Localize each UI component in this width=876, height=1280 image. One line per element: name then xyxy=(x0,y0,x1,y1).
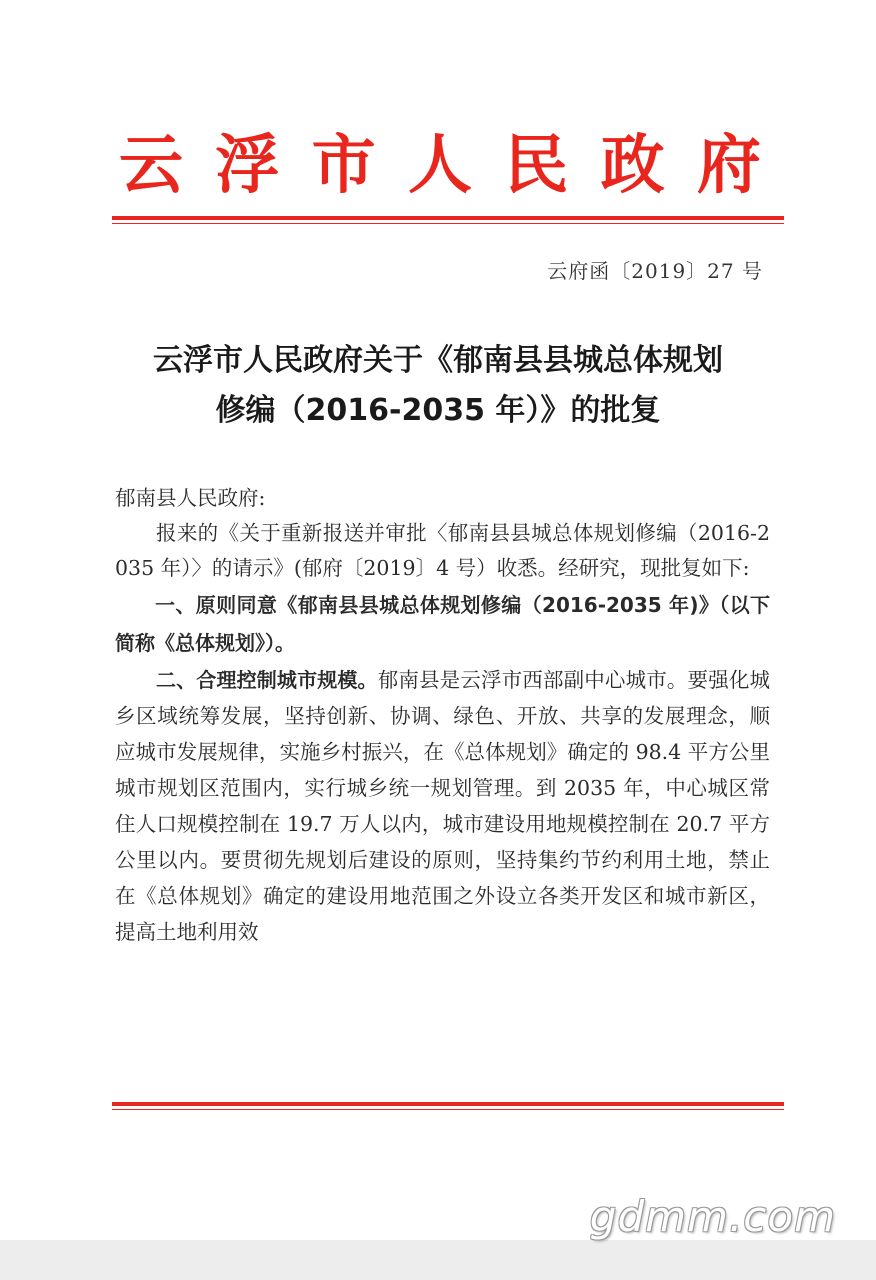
paragraph-3-heading: 二、合理控制城市规模。 xyxy=(156,668,378,692)
bottom-strip xyxy=(0,1240,876,1280)
site-watermark: gdmm.com xyxy=(589,1192,836,1241)
red-footer-rule xyxy=(112,1102,784,1110)
masthead-char: 政 xyxy=(600,128,665,203)
paragraph-3 xyxy=(115,662,770,950)
document-body xyxy=(115,480,770,950)
masthead-char: 市 xyxy=(311,128,376,203)
masthead-char: 人 xyxy=(407,128,472,203)
masthead-char: 民 xyxy=(504,128,569,203)
masthead-char: 云 xyxy=(119,128,183,203)
paragraph-1: 报来的《关于重新报送并审批〈郁南县县城总体规划修编（2016-2035 年）〉的请示》(郁府〔2019〕4 号）收悉。经研究，现批复如下: xyxy=(115,521,770,580)
title-line-2: 修编（2016-2035 年）》的批复 xyxy=(215,393,661,428)
issuer-masthead xyxy=(110,118,770,213)
salutation: 郁南县人民政府: xyxy=(115,486,266,510)
masthead-char: 府 xyxy=(696,128,761,203)
title-line-1: 云浮市人民政府关于《郁南县县城总体规划 xyxy=(153,343,723,378)
document-title xyxy=(100,336,776,436)
red-header-rule xyxy=(112,216,784,224)
document-number: 云府函〔2019〕27 号 xyxy=(547,259,763,283)
paragraph-3-text: 郁南县是云浮市西部副中心城市。要强化城乡区域统筹发展，坚持创新、协调、绿色、开放、共享的发展理念，顺应城市发展规律，实施乡村振兴，在《总体规划》确定的 98.4 平方公里城市规划区范围内，实行城乡统一规划管理。到 2035 年，中心城区常住人口规模控制在 19.7 万人以内，城市建设用地规模控制在 20.7 平方公里以内。要贯彻先规划后建设的原则，坚持集约节约利用土地，禁止在《总体规划》确定的建设用地范围之外设立各类开发区和城市新区，提高土地利用效 xyxy=(115,668,771,944)
paragraph-2: 一、原则同意《郁南县县城总体规划修编（2016-2035 年)》（以下简称《总体规划》）。 xyxy=(115,593,770,655)
masthead-char: 浮 xyxy=(215,128,280,203)
